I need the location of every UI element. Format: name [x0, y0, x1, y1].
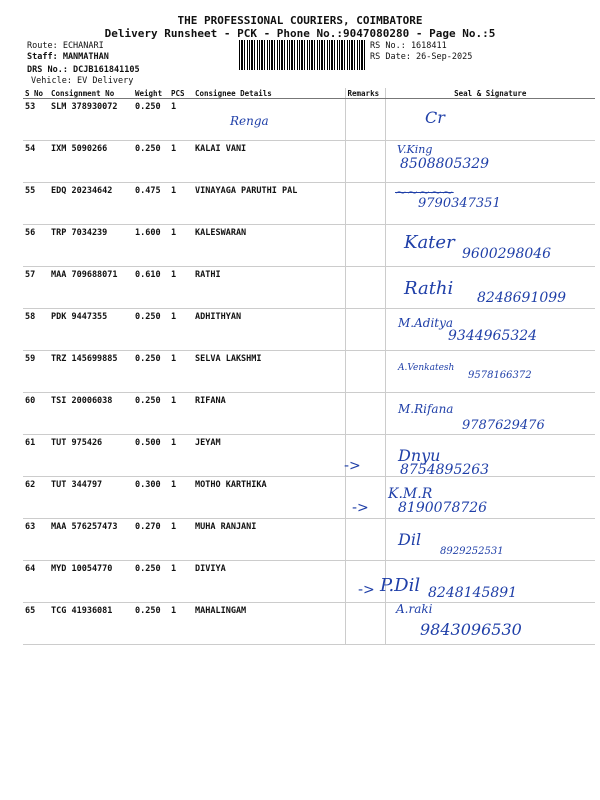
handwritten-signature: V.King — [397, 143, 433, 156]
cell-remarks — [345, 603, 385, 645]
cell-remarks — [345, 309, 385, 351]
cell-consignee: RIFANA — [193, 393, 345, 435]
cell-consignment: TUT 975426 — [49, 435, 133, 477]
cell-sno: 59 — [23, 351, 49, 393]
col-signature: Seal & Signature — [385, 88, 595, 99]
handwritten-signature: Dil — [398, 530, 422, 549]
cell-pcs: 1 — [169, 519, 193, 561]
handwritten-phone: 9600298046 — [462, 246, 552, 262]
cell-remarks — [345, 519, 385, 561]
table-row — [23, 141, 595, 183]
cell-weight: 1.600 — [133, 225, 169, 267]
cell-sno: 63 — [23, 519, 49, 561]
handwritten-remark: -> — [358, 582, 375, 598]
cell-pcs: 1 — [169, 225, 193, 267]
cell-weight: 0.250 — [133, 309, 169, 351]
cell-remarks — [345, 141, 385, 183]
cell-consignment: IXM 5090266 — [49, 141, 133, 183]
cell-sno: 64 — [23, 561, 49, 603]
cell-consignee: KALAI VANI — [193, 141, 345, 183]
cell-consignment: TCG 41936081 — [49, 603, 133, 645]
handwritten-phone: 9790347351 — [418, 196, 501, 211]
cell-consignment: TUT 344797 — [49, 477, 133, 519]
handwritten-phone: 9344965324 — [448, 328, 538, 344]
col-weight: Weight — [133, 88, 169, 99]
cell-weight: 0.300 — [133, 477, 169, 519]
cell-remarks — [345, 351, 385, 393]
cell-consignment: TSI 20006038 — [49, 393, 133, 435]
cell-consignee: VINAYAGA PARUTHI PAL — [193, 183, 345, 225]
cell-consignee: MUHA RANJANI — [193, 519, 345, 561]
col-consignment: Consignment No — [49, 88, 133, 99]
cell-pcs: 1 — [169, 561, 193, 603]
cell-signature — [385, 99, 595, 141]
handwritten-signature: Dnyu — [398, 446, 441, 465]
cell-pcs: 1 — [169, 393, 193, 435]
cell-consignment: TRP 7034239 — [49, 225, 133, 267]
cell-consignee: JEYAM — [193, 435, 345, 477]
cell-pcs: 1 — [169, 351, 193, 393]
cell-consignment: EDQ 20234642 — [49, 183, 133, 225]
cell-pcs: 1 — [169, 141, 193, 183]
handwritten-phone: 9843096530 — [420, 620, 522, 639]
cell-pcs: 1 — [169, 477, 193, 519]
cell-pcs: 1 — [169, 99, 193, 141]
cell-sno: 62 — [23, 477, 49, 519]
handwritten-phone: 8190078726 — [398, 500, 488, 516]
cell-consignee: ADHITHYAN — [193, 309, 345, 351]
cell-weight: 0.475 — [133, 183, 169, 225]
cell-sno: 57 — [23, 267, 49, 309]
table-header-row — [23, 88, 595, 99]
vehicle-label: Vehicle: EV Delivery — [31, 76, 134, 86]
cell-pcs: 1 — [169, 603, 193, 645]
cell-consignee: KALESWARAN — [193, 225, 345, 267]
cell-weight: 0.250 — [133, 603, 169, 645]
cell-consignee: MAHALINGAM — [193, 603, 345, 645]
cell-pcs: 1 — [169, 435, 193, 477]
table-row — [23, 183, 595, 225]
handwritten-phone: 8508805329 — [400, 156, 490, 172]
handwritten-phone: 8248145891 — [428, 585, 518, 601]
handwritten-signature: A.Venkatesh — [398, 363, 455, 373]
cell-remarks — [345, 99, 385, 141]
table-row — [23, 477, 595, 519]
handwritten-signature: K.M.R — [388, 486, 433, 502]
handwritten-phone: 9787629476 — [462, 418, 545, 433]
cell-weight: 0.610 — [133, 267, 169, 309]
cell-consignee: MOTHO KARTHIKA — [193, 477, 345, 519]
cell-consignment: TRZ 145699885 — [49, 351, 133, 393]
cell-consignee — [193, 99, 345, 141]
cell-consignment: MAA 576257473 — [49, 519, 133, 561]
runsheet-table — [23, 88, 595, 645]
cell-weight: 0.250 — [133, 141, 169, 183]
handwritten-signature: Cr — [425, 108, 445, 127]
col-consignee: Consignee Details — [193, 88, 345, 99]
cell-sno: 58 — [23, 309, 49, 351]
cell-consignee: SELVA LAKSHMI — [193, 351, 345, 393]
table-row — [23, 519, 595, 561]
cell-consignment: MAA 709688071 — [49, 267, 133, 309]
cell-sno: 53 — [23, 99, 49, 141]
cell-weight: 0.250 — [133, 561, 169, 603]
staff-label: Staff: MANMATHAN — [27, 52, 109, 62]
handwritten-signature: P.Dil — [380, 575, 421, 596]
handwritten-signature: Rathi — [404, 278, 454, 299]
cell-consignment: MYD 10054770 — [49, 561, 133, 603]
handwritten-phone: 8754895263 — [400, 462, 490, 478]
cell-pcs: 1 — [169, 267, 193, 309]
col-sno: S No — [23, 88, 49, 99]
handwritten-signature: ~~~~~ — [395, 185, 454, 201]
cell-remarks — [345, 183, 385, 225]
handwritten-consignee: Renga — [230, 114, 269, 128]
cell-remarks — [345, 225, 385, 267]
handwritten-remark: -> — [344, 458, 361, 474]
cell-pcs: 1 — [169, 309, 193, 351]
handwritten-signature: Kater — [404, 232, 455, 253]
cell-sno: 56 — [23, 225, 49, 267]
document-subtitle: Delivery Runsheet - PCK - Phone No.:9047080280 - Page No.:5 — [104, 27, 496, 40]
cell-weight: 0.250 — [133, 351, 169, 393]
cell-consignee: DIVIYA — [193, 561, 345, 603]
cell-sno: 65 — [23, 603, 49, 645]
cell-weight: 0.270 — [133, 519, 169, 561]
col-pcs: PCS — [169, 88, 193, 99]
handwritten-phone: 8248691099 — [477, 290, 567, 306]
cell-consignee: RATHI — [193, 267, 345, 309]
handwritten-signature: A.raki — [396, 602, 433, 616]
document-title: THE PROFESSIONAL COURIERS, COIMBATORE — [177, 14, 423, 27]
handwritten-phone: 8929252531 — [440, 546, 504, 557]
rs-date: RS Date: 26-Sep-2025 — [370, 52, 473, 62]
handwritten-signature: M.Rifana — [398, 402, 454, 416]
cell-remarks — [345, 393, 385, 435]
cell-pcs: 1 — [169, 183, 193, 225]
route-label: Route: ECHANARI — [27, 41, 104, 51]
rs-number: RS No.: 1618411 — [370, 41, 447, 51]
cell-weight: 0.250 — [133, 99, 169, 141]
barcode-image — [239, 40, 366, 70]
table-row — [23, 99, 595, 141]
cell-consignment: SLM 378930072 — [49, 99, 133, 141]
handwritten-signature: M.Aditya — [398, 316, 454, 330]
table-row — [23, 435, 595, 477]
cell-weight: 0.250 — [133, 393, 169, 435]
col-remarks: Remarks — [345, 88, 385, 99]
cell-sno: 61 — [23, 435, 49, 477]
cell-remarks — [345, 267, 385, 309]
drs-label: DRS No.: DCJB161841105 — [27, 65, 140, 75]
cell-sno: 60 — [23, 393, 49, 435]
cell-consignment: PDK 9447355 — [49, 309, 133, 351]
handwritten-remark: -> — [352, 500, 369, 516]
cell-sno: 54 — [23, 141, 49, 183]
cell-sno: 55 — [23, 183, 49, 225]
cell-weight: 0.500 — [133, 435, 169, 477]
handwritten-phone: 9578166372 — [468, 370, 532, 381]
